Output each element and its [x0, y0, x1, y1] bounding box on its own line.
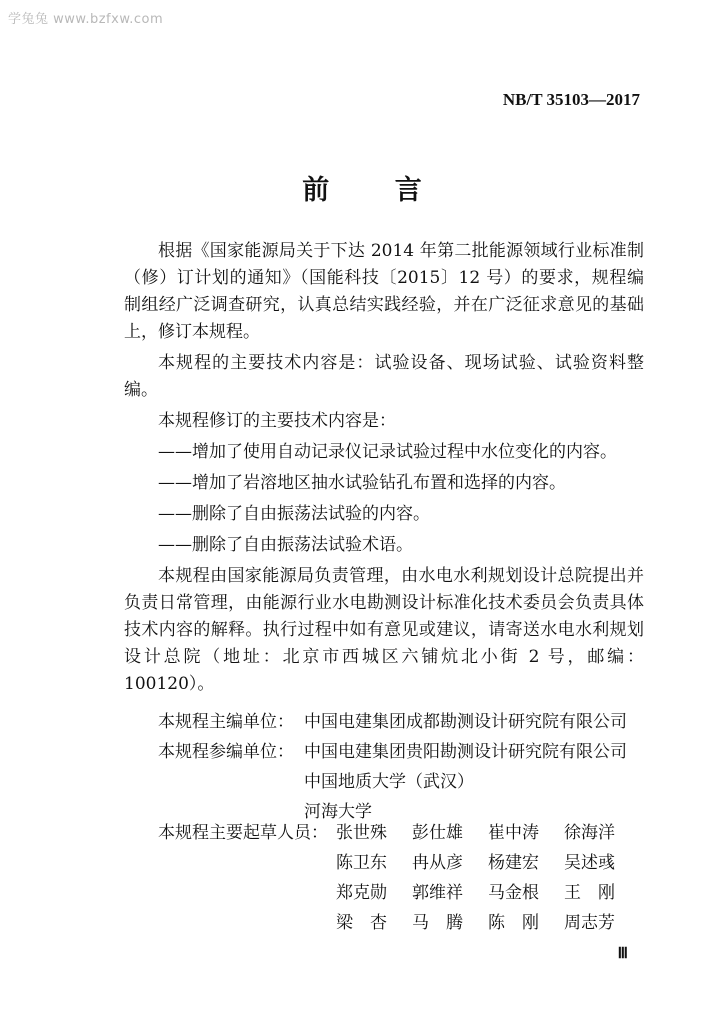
participant-unit-name: 中国电建集团贵阳勘测设计研究院有限公司 — [304, 742, 627, 762]
revision-item: ——增加了使用自动记录仪记录试验过程中水位变化的内容。 — [158, 442, 617, 462]
drafter-row — [124, 848, 644, 878]
drafter-name: 郑克勋 — [336, 883, 387, 903]
drafter-name: 崔中涛 — [488, 823, 539, 843]
participant-unit-row — [124, 737, 644, 767]
editor-unit-row — [124, 707, 644, 737]
watermark: 学兔兔 www.bzfxw.com — [8, 12, 164, 27]
page-title: 前 言 — [302, 175, 450, 206]
preface-body — [124, 238, 644, 702]
editor-unit-label: 本规程主编单位： — [158, 712, 294, 732]
standard-code: NB/T 35103—2017 — [502, 90, 640, 109]
drafter-name: 吴述彧 — [564, 853, 615, 873]
participant-unit-name: 河海大学 — [304, 802, 372, 822]
paragraph-revision-intro: 本规程修订的主要技术内容是： — [158, 411, 396, 431]
drafter-name: 梁 杏 — [336, 913, 387, 933]
page-number: Ⅲ — [617, 946, 628, 962]
paragraph-management: 本规程由国家能源局负责管理，由水电水利规划设计总院提出并负责日常管理，由能源行业水电勘测设计标准化技术委员会负责具体技术内容的解释。执行过程中如有意见或建议，请寄送水电水利规划设计总院（地址：北京市西城区六铺炕北小街 2 号，邮编：100120）。 — [124, 566, 644, 694]
drafter-name: 冉从彦 — [412, 853, 463, 873]
participant-unit-name: 中国地质大学（武汉） — [304, 772, 474, 792]
revision-item: ——删除了自由振荡法试验术语。 — [158, 535, 413, 555]
drafter-name: 陈卫东 — [336, 853, 387, 873]
drafters-label: 本规程主要起草人员： — [158, 823, 328, 843]
drafters-section — [124, 818, 644, 938]
drafter-row — [124, 908, 644, 938]
drafter-name: 陈 刚 — [488, 913, 539, 933]
drafter-row — [124, 818, 644, 848]
drafter-name: 马 腾 — [412, 913, 463, 933]
revision-item: ——删除了自由振荡法试验的内容。 — [158, 504, 430, 524]
paragraph-main-content: 本规程的主要技术内容是：试验设备、现场试验、试验资料整编。 — [124, 353, 644, 400]
drafter-name: 周志芳 — [564, 913, 615, 933]
revision-item: ——增加了岩溶地区抽水试验钻孔布置和选择的内容。 — [158, 473, 566, 493]
drafter-name: 杨建宏 — [488, 853, 539, 873]
drafter-row — [124, 878, 644, 908]
editor-unit-name: 中国电建集团成都勘测设计研究院有限公司 — [304, 712, 627, 732]
units-section — [124, 707, 644, 827]
participant-unit-row — [124, 767, 644, 797]
participant-unit-label: 本规程参编单位： — [158, 742, 294, 762]
drafter-name: 彭仕雄 — [412, 823, 463, 843]
drafter-name: 徐海洋 — [564, 823, 615, 843]
drafter-name: 郭维祥 — [412, 883, 463, 903]
drafter-name: 马金根 — [488, 883, 539, 903]
drafter-name: 王 刚 — [564, 883, 615, 903]
drafter-name: 张世殊 — [336, 823, 387, 843]
paragraph-basis: 根据《国家能源局关于下达 2014 年第二批能源领域行业标准制（修）订计划的通知》（国能科技〔2015〕12 号）的要求，规程编制组经广泛调查研究，认真总结实践经验，并在广泛征求意见的基础上，修订本规程。 — [124, 241, 644, 342]
